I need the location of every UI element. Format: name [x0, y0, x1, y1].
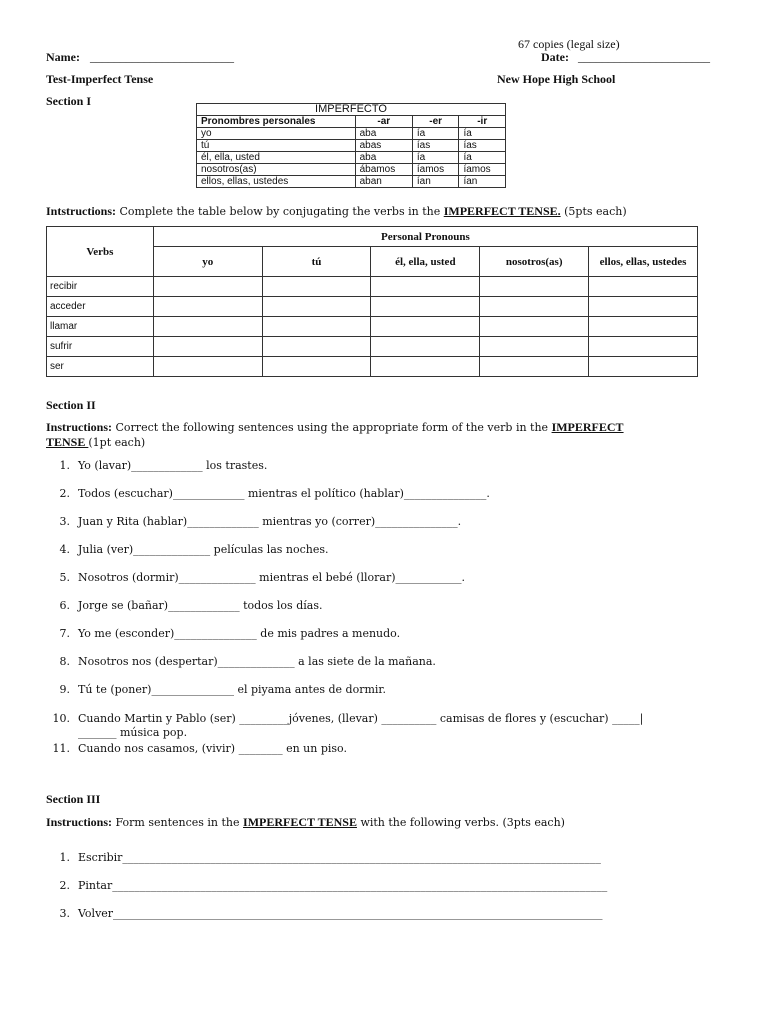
answer-cell[interactable]: [153, 357, 262, 377]
verbs-header: Verbs: [47, 227, 154, 277]
verb-cell: ser: [47, 357, 154, 377]
list-item: 9. Tú te (poner)_______________ el piyama antes de dormir.: [59, 683, 386, 696]
answer-cell[interactable]: [262, 277, 371, 297]
list-item: 6. Jorge se (bañar)_____________ todos los días.: [59, 599, 323, 612]
instructions-tail: (1pt each): [88, 436, 146, 449]
answer-cell[interactable]: [262, 357, 371, 377]
answer-cell[interactable]: [371, 357, 480, 377]
instructions-text: Complete the table below by conjugating the verbs in the: [116, 205, 444, 218]
ref-row: [197, 152, 506, 164]
ref-row: [197, 128, 506, 140]
list-item: 4. Julia (ver)______________ películas las noches.: [59, 543, 329, 556]
ref-col-header: -ar: [355, 116, 412, 128]
ref-col-header: -er: [412, 116, 459, 128]
instructions-text: Form sentences in the: [112, 816, 244, 829]
ref-row: [197, 176, 506, 188]
answer-cell[interactable]: [153, 337, 262, 357]
answer-cell[interactable]: [153, 297, 262, 317]
pronoun-col-header: yo: [153, 247, 262, 277]
list-item: 1. Yo (lavar)_____________ los trastes.: [59, 459, 268, 472]
instructions-label: Instructions:: [46, 815, 113, 829]
copies-note: 67 copies (legal size): [518, 37, 620, 51]
table-row: [47, 297, 698, 317]
name-field[interactable]: ________________________: [90, 50, 234, 64]
answer-cell[interactable]: [480, 277, 589, 297]
list-item: 3. Juan y Rita (hablar)_____________ mientras yo (correr)_______________.: [59, 515, 462, 528]
instructions-label: Instructions:: [46, 420, 113, 434]
list-item: 7. Yo me (esconder)_______________ de mis padres a menudo.: [59, 627, 401, 640]
list-item: 11. Cuando nos casamos, (vivir) ________ en un piso.: [52, 742, 347, 755]
list-item: 5. Nosotros (dormir)______________ mientras el bebé (llorar)____________.: [59, 571, 466, 584]
answer-cell[interactable]: [262, 317, 371, 337]
imperfect-reference-table: [196, 103, 506, 188]
section-2-title: Section II: [46, 398, 96, 412]
answer-cell[interactable]: [371, 317, 480, 337]
list-item[interactable]: 1. Escribir_______________________________________________________________________________________: [59, 851, 601, 864]
answer-cell[interactable]: [480, 357, 589, 377]
answer-cell[interactable]: [589, 357, 698, 377]
ref-cell: ía: [412, 128, 459, 140]
date-field[interactable]: ______________________: [578, 50, 710, 64]
verb-cell: acceder: [47, 297, 154, 317]
table-row: [47, 357, 698, 377]
ref-cell: íamos: [412, 164, 459, 176]
answer-cell[interactable]: [153, 277, 262, 297]
ref-cell: nosotros(as): [197, 164, 356, 176]
section-2-instructions: [46, 420, 624, 435]
ref-table-caption: IMPERFECTO: [197, 104, 506, 116]
pronoun-col-header: él, ella, usted: [371, 247, 480, 277]
list-item[interactable]: 2. Pintar__________________________________________________________________________________________: [59, 879, 608, 892]
ref-col-header: Pronombres personales: [197, 116, 356, 128]
ref-cell: ía: [412, 152, 459, 164]
answer-cell[interactable]: [153, 317, 262, 337]
table-row: [47, 277, 698, 297]
verb-cell: sufrir: [47, 337, 154, 357]
answer-cell[interactable]: [371, 277, 480, 297]
instructions-tail: (5pts each): [560, 205, 627, 218]
pronoun-col-header: tú: [262, 247, 371, 277]
ref-col-header: -ir: [459, 116, 506, 128]
pronouns-header: Personal Pronouns: [153, 227, 697, 247]
ref-cell: yo: [197, 128, 356, 140]
ref-cell: ían: [459, 176, 506, 188]
ref-cell: ellos, ellas, ustedes: [197, 176, 356, 188]
ref-cell: ía: [459, 152, 506, 164]
table-row: [47, 337, 698, 357]
section-3-instructions: [46, 815, 565, 830]
ref-cell: íamos: [459, 164, 506, 176]
answer-cell[interactable]: [589, 277, 698, 297]
instructions-label: Intstructions:: [46, 204, 117, 218]
ref-cell: él, ella, usted: [197, 152, 356, 164]
section-3-title: Section III: [46, 792, 101, 806]
pronoun-col-header: ellos, ellas, ustedes: [589, 247, 698, 277]
answer-cell[interactable]: [589, 297, 698, 317]
answer-cell[interactable]: [480, 297, 589, 317]
ref-cell: ía: [459, 128, 506, 140]
ref-cell: aba: [355, 128, 412, 140]
instructions-emphasis: IMPERFECT TENSE.: [443, 204, 561, 218]
list-item: 10. Cuando Martin y Pablo (ser) _________jóvenes, (llevar) __________ camisas de flores y (escuchar) _____|: [52, 712, 644, 725]
list-item-continuation: _______ música pop.: [78, 726, 188, 739]
answer-cell[interactable]: [480, 317, 589, 337]
instructions-text: Correct the following sentences using the appropriate form of the verb in the: [112, 421, 552, 434]
conjugation-table: [46, 226, 698, 377]
answer-cell[interactable]: [262, 337, 371, 357]
test-title: Test-Imperfect Tense: [46, 72, 154, 86]
answer-cell[interactable]: [262, 297, 371, 317]
ref-cell: aba: [355, 152, 412, 164]
verb-cell: recibir: [47, 277, 154, 297]
answer-cell[interactable]: [371, 297, 480, 317]
instructions-emphasis: IMPERFECT TENSE: [243, 815, 357, 829]
ref-cell: aban: [355, 176, 412, 188]
list-item[interactable]: 3. Volver_________________________________________________________________________________________: [59, 907, 603, 920]
school-name: New Hope High School: [497, 72, 616, 86]
answer-cell[interactable]: [589, 337, 698, 357]
instructions-emphasis: TENSE: [46, 435, 89, 449]
ref-cell: ías: [459, 140, 506, 152]
table-row: [47, 317, 698, 337]
ref-cell: ábamos: [355, 164, 412, 176]
ref-cell: abas: [355, 140, 412, 152]
section-2-instructions-line2: [46, 435, 145, 450]
list-item: 8. Nosotros nos (despertar)______________ a las siete de la mañana.: [59, 655, 436, 668]
ref-row: [197, 140, 506, 152]
date-label: Date:: [541, 50, 569, 64]
name-label: Name:: [46, 50, 80, 64]
section-1-title: Section I: [46, 94, 91, 108]
answer-cell[interactable]: [589, 317, 698, 337]
ref-cell: ían: [412, 176, 459, 188]
ref-cell: ías: [412, 140, 459, 152]
section-1-instructions: [46, 204, 627, 219]
list-item: 2. Todos (escuchar)_____________ mientras el político (hablar)_______________.: [59, 487, 490, 500]
answer-cell[interactable]: [480, 337, 589, 357]
instructions-emphasis: IMPERFECT: [551, 420, 624, 434]
ref-cell: tú: [197, 140, 356, 152]
verb-cell: llamar: [47, 317, 154, 337]
pronoun-col-header: nosotros(as): [480, 247, 589, 277]
ref-row: [197, 164, 506, 176]
instructions-tail: with the following verbs. (3pts each): [356, 816, 565, 829]
answer-cell[interactable]: [371, 337, 480, 357]
